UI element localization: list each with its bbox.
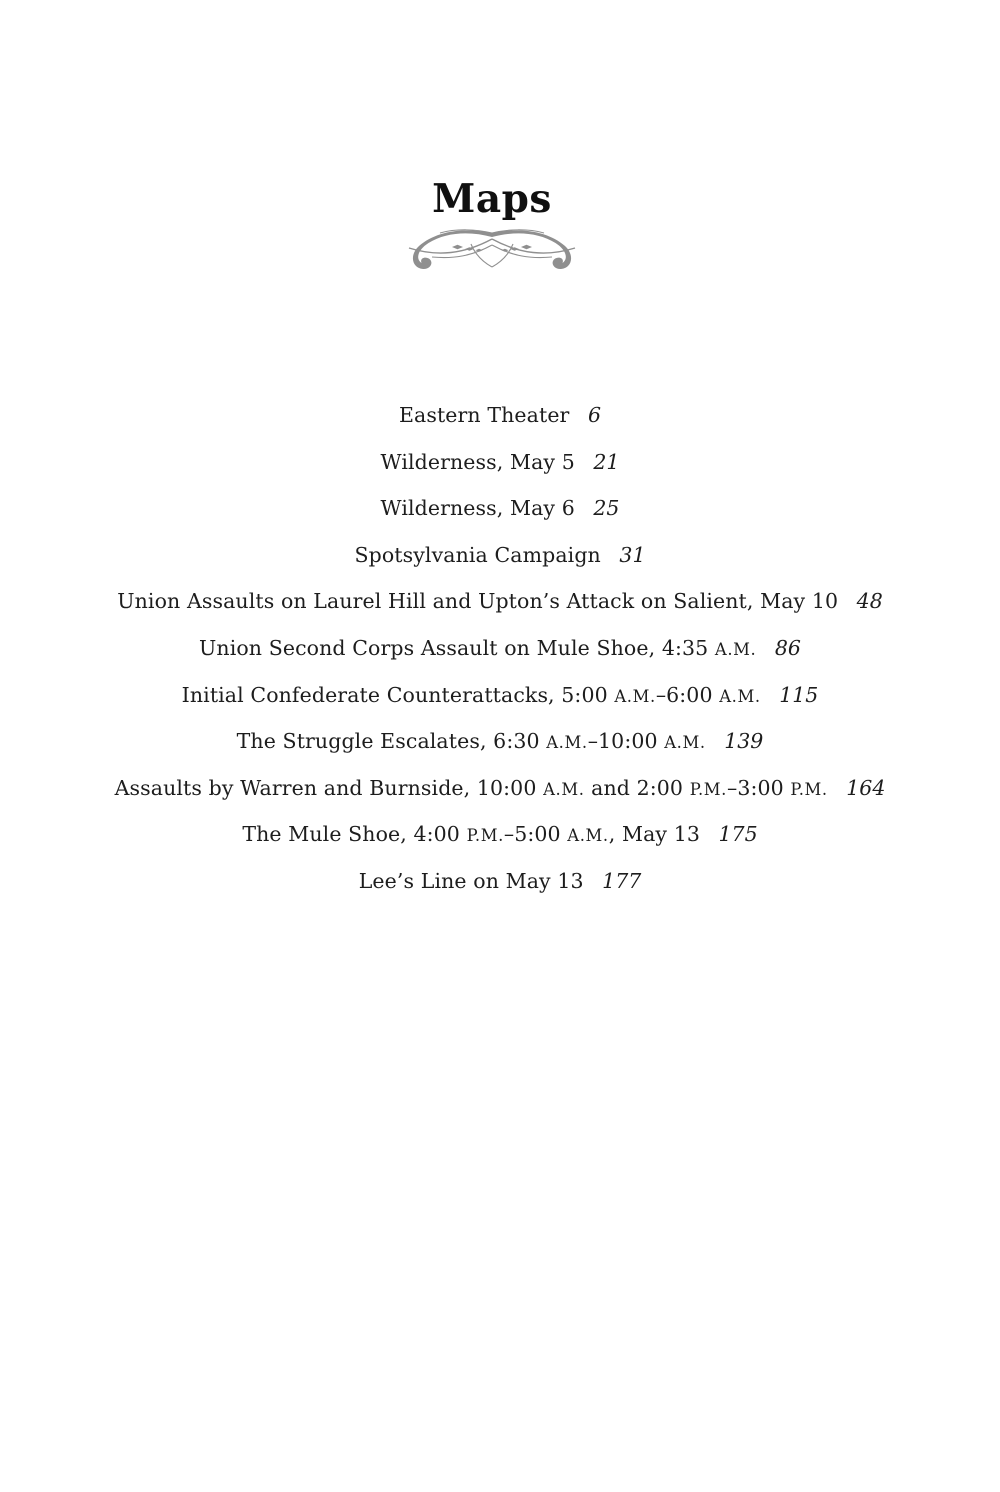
map-entry bbox=[0, 578, 1000, 625]
map-entry-page-number: 139 bbox=[724, 729, 764, 754]
map-entry-title: Spotsylvania Campaign bbox=[354, 542, 601, 567]
map-entry-page-number: 25 bbox=[593, 496, 620, 521]
page-title: Maps bbox=[432, 176, 552, 222]
map-entry bbox=[0, 672, 1000, 719]
map-entry-title: Lee’s Line on May 13 bbox=[358, 868, 584, 893]
map-entry-page-number: 86 bbox=[774, 635, 801, 660]
map-entry-page-number: 175 bbox=[718, 822, 758, 847]
map-entry-page-number: 6 bbox=[587, 403, 602, 427]
map-entry-title: The Struggle Escalates, 6:30 A.M.–10:00 A.M. bbox=[236, 729, 706, 754]
map-entry-page-number: 48 bbox=[856, 589, 883, 614]
map-entry bbox=[0, 625, 1000, 672]
flourish-divider-icon bbox=[406, 226, 578, 274]
map-entry-title: Wilderness, May 5 bbox=[380, 449, 575, 474]
map-entry bbox=[0, 765, 1000, 812]
map-entry bbox=[0, 485, 1000, 532]
maps-list bbox=[0, 392, 1000, 905]
map-entry-title: Assaults by Warren and Burnside, 10:00 A.M. and 2:00 P.M.–3:00 P.M. bbox=[114, 775, 828, 800]
map-entry bbox=[0, 718, 1000, 765]
map-entry-page-number: 21 bbox=[593, 449, 620, 474]
map-entry-title: The Mule Shoe, 4:00 P.M.–5:00 A.M., May 13 bbox=[242, 822, 700, 847]
map-entry-title: Union Assaults on Laurel Hill and Upton’s Attack on Salient, May 10 bbox=[117, 589, 839, 614]
ornament-container bbox=[0, 226, 984, 278]
map-entry-title: Initial Confederate Counterattacks, 5:00 A.M.–6:00 A.M. bbox=[181, 682, 761, 707]
map-entry-page-number: 177 bbox=[602, 868, 642, 893]
map-entry bbox=[0, 858, 1000, 905]
map-entry bbox=[0, 439, 1000, 486]
map-entry bbox=[0, 811, 1000, 858]
map-entry bbox=[0, 532, 1000, 579]
map-entry-page-number: 31 bbox=[619, 542, 646, 567]
map-entry-title: Wilderness, May 6 bbox=[380, 496, 575, 521]
map-entry-page-number: 115 bbox=[779, 682, 819, 707]
map-entry-title: Eastern Theater bbox=[398, 403, 570, 427]
map-entry-page-number: 164 bbox=[846, 775, 886, 800]
map-entry bbox=[0, 392, 1000, 439]
map-entry-title: Union Second Corps Assault on Mule Shoe, 4:35 A.M. bbox=[199, 635, 757, 660]
